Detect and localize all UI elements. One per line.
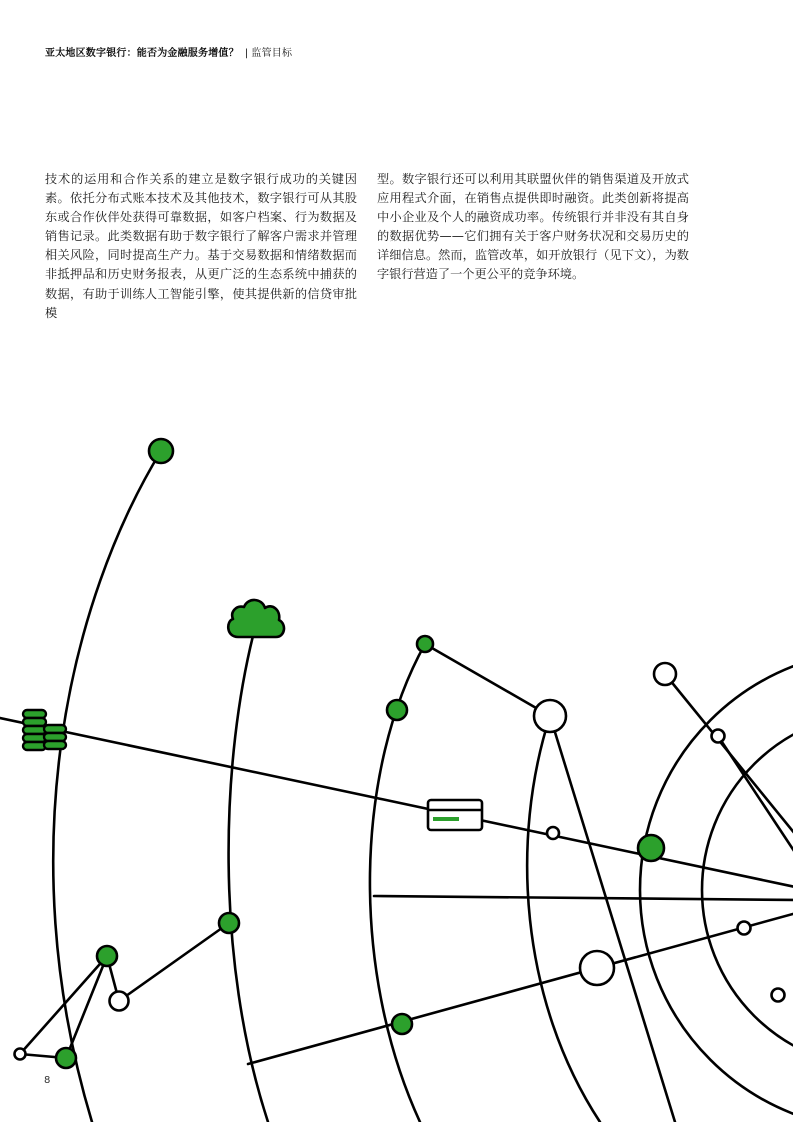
connector-line — [20, 923, 229, 1058]
ring-line — [702, 712, 793, 1068]
white-node — [534, 700, 566, 732]
green-node — [56, 1048, 76, 1068]
arc-line — [229, 624, 268, 1122]
credit-card-icon — [428, 800, 482, 830]
green-node — [387, 700, 407, 720]
connector-line — [0, 718, 793, 888]
white-node — [547, 827, 559, 839]
white-node — [15, 1049, 26, 1060]
body-column-right: 型。数字银行还可以利用其联盟伙伴的销售渠道及开放式应用程式介面，在销售点提供即时融资。此类创新将提高中小企业及个人的融资成功率。传统银行并非没有其自身的数据优势——它们拥有关于客户财务状况和交易历史的详细信息。然而，监管改革，如开放银行（见下文），为数字银行营造了一个更公平的竞争环境。 — [377, 172, 689, 282]
header-title: 亚太地区数字银行：能否为金融服务增值？ — [45, 48, 239, 59]
green-node — [638, 835, 664, 861]
green-node — [97, 946, 117, 966]
connector-line — [20, 956, 107, 1054]
white-node — [772, 989, 785, 1002]
white-node — [110, 992, 129, 1011]
page-number: 8 — [44, 1075, 51, 1086]
green-node — [219, 913, 239, 933]
connector-line — [248, 912, 793, 1064]
connector-line — [425, 644, 550, 716]
connector-line — [550, 716, 675, 1122]
arc-line — [527, 716, 600, 1122]
connector-line — [718, 736, 793, 860]
header-separator: | — [244, 48, 249, 59]
arc-line — [53, 451, 161, 1122]
cloud-icon — [228, 600, 284, 637]
connector-line — [374, 896, 793, 900]
coin-stack-icon — [23, 710, 66, 750]
header-section: 监管目标 — [251, 48, 293, 59]
green-node — [392, 1014, 412, 1034]
green-node — [149, 439, 173, 463]
green-node — [417, 636, 433, 652]
ring-line — [640, 650, 793, 1122]
white-node — [654, 663, 676, 685]
white-node — [580, 951, 614, 985]
white-node — [738, 922, 751, 935]
body-column-left: 技术的运用和合作关系的建立是数字银行成功的关键因素。依托分布式账本技术及其他技术，数字银行可从其股东或合作伙伴处获得可靠数据，如客户档案、行为数据及销售记录。此类数据有助于数字银行了解客户需求并管理相关风险，同时提高生产力。基于交易数据和情绪数据而非抵押品和历史财务报表，从更广泛的生态系统中捕获的数据，有助于训练人工智能引擎，使其提供新的信贷审批模 — [45, 172, 357, 320]
connector-line — [665, 674, 793, 840]
white-node — [712, 730, 725, 743]
